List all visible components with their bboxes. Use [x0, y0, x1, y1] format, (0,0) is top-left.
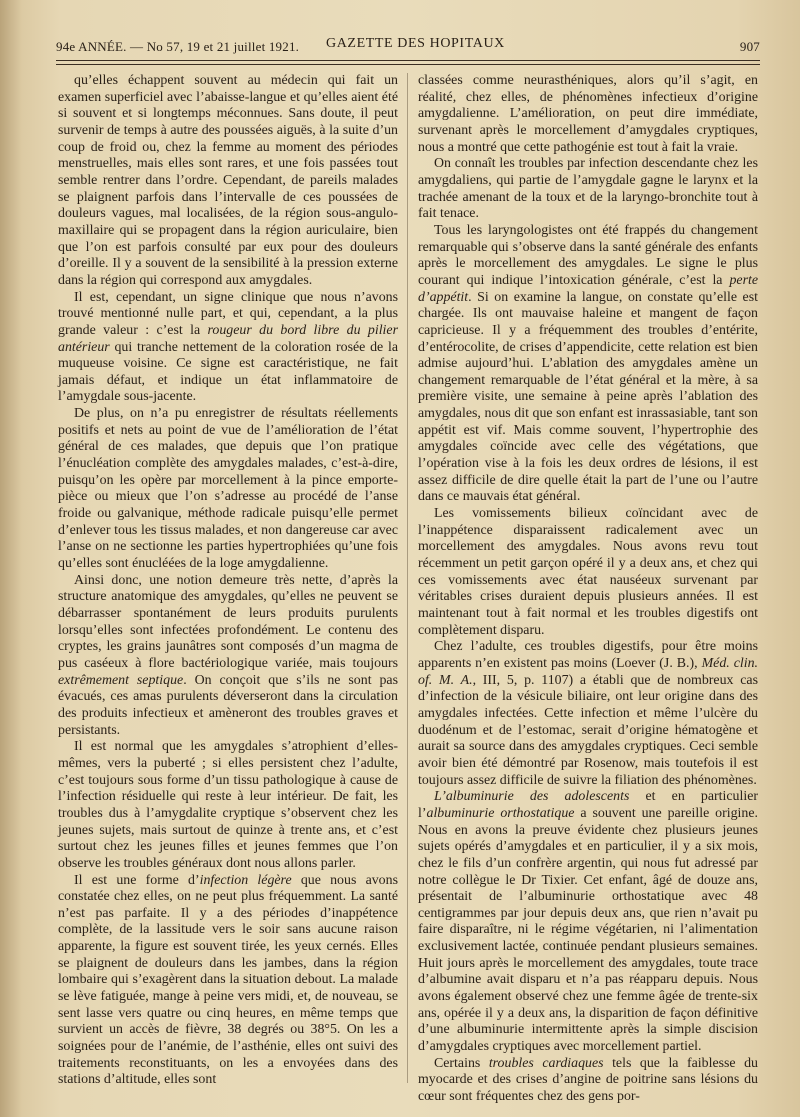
right-column [418, 73, 758, 1106]
text-run: classées comme neurasthéniques, alors qu’il s’agit, en réalité, chez elles, de phénomènes infectieux d’origine amygdalienne. L’amélioration, on peut dire immédiate, survenant après le morcellement d’amygdales cryptiques, nous a montré que cette pathogénie est tout à fait la vraie. [418, 73, 758, 155]
italic-phrase: Méd. clin. of. M. A. [418, 655, 758, 688]
text-run: . Si on examine la langue, on constate qu’elle est chargée. Ils ont mauvaise haleine et mangent de façon capricieuse. Il y a fréquemment des troubles d’entérite, d’entérocolite, de crises d’appendicite, cette relation est bien admise aujourd’hui. L’ablation des amygdales amène un changement remarquable de l’état général et la mère, à sa première visite, une semaine à peine après l’ablation des amygdales, nous dit que son enfant est inrassasiable, tant son appétit est vif. Mais comme souvent, l’hypertrophie des amygdales coïncide avec celle des végétations, que l’opération vise à la fois les deux ordres de lésions, il est assez difficile de dire quelle était la part de l’une ou l’autre dans ce mauvais état général. [418, 289, 758, 505]
paragraph [58, 739, 398, 872]
text-run: qui tranche nettement de la coloration rosée de la muqueuse voisine. Ce signe est caractéristique, ne fait jamais défaut, et indique un état inflammatoire de l’amygdale sous-jacente. [58, 339, 398, 405]
text-run: et en particulier l’ [418, 789, 758, 821]
issue-line: 94e ANNÉE. — No 57, 19 et 21 juillet 1921. [56, 39, 300, 54]
paragraph [418, 506, 758, 639]
paragraph [418, 1056, 758, 1106]
text-run: qu’elles échappent souvent au médecin qui fait un examen superficiel avec l’abaisse-langue et qu’elles aient été si souvent et si longtemps méconnues. Sans doute, il peut survenir de temps à autre des poussées aiguës, à la suite d’un coup de froid ou, chez la femme au moment des périodes menstruelles, mais elles sont rares, et une fois passées tout semble rentrer dans l’ordre. Cependant, de pareils malades se plaignent parfois dans l’intervalle de ces poussées de douleurs vagues, mal localisées, de la région sous-angulo-maxillaire qui se propagent dans la région auriculaire, bien que l’on est parfois consulté par eux pour des douleurs d’oreille. Il y a souvent de la sensibilité à la pression externe dans la région qui correspond aux amygdales. [58, 73, 398, 288]
text-run: . On conçoit que s’ils ne sont pas évacués, ces amas purulents déverseront dans la circulation des produits infectieux et amèneront des troubles graves et persistants. [58, 672, 398, 738]
paragraph [418, 73, 758, 156]
italic-phrase: albuminurie orthostatique [426, 805, 575, 821]
page-number: 907 [739, 39, 760, 54]
text-run: , III, 5, p. 1107) a établi que de nombreux cas d’infection de la vésicule biliaire, ont leur origine dans des amygdales infectées. Cette infection et même l’ulcère du duodénum et de l’estomac, serait d’origine hématogène et aurait sa source dans des amygdales cryptiques. Ceci semble avoir bien été démontré par Rosenow, mais toutefois il est toujours assez difficile de suivre la filiation des phénomènes. [418, 672, 758, 788]
running-header [56, 34, 760, 58]
text-run: De plus, on n’a pu enregistrer de résultats réellements positifs et nets au point de vue de l’amélioration de l’état général de ces malades, que depuis que l’on pratique l’énucléation complète des amygdales malades, c’est-à-dire, puisqu’on les opère par morcellement à la pince emporte-pièce ou mieux que l’on s’adresse au procédé de l’anse froide ou galvanique, méthode radicale puisqu’elle permet d’enlever tous les tissus malades, et non dangereuse car avec l’anse on ne sectionne les parties hypertrophiées qu’une fois qu’elles sont énucléées de la loge amygdalienne. [58, 406, 398, 572]
left-column [58, 73, 398, 1089]
italic-phrase: perte d’appétit [418, 272, 758, 305]
italic-phrase: infection légère [199, 872, 292, 888]
text-run: a souvent une pareille origine. Nous en avons la preuve évidente chez plusieurs jeunes sujets opérés d’amygdales et en particulier, il y a six mois, chez le fils d’un confrère argentin, qui nous fut adressé par notre collègue le Dr Tixier. Cet enfant, âgé de douze ans, présentait de l’albuminurie orthostatique avec 48 centigrammes par jour depuis deux ans, que rien n’avait pu faire disparaître, ni le régime végétarien, ni l’alimentation exclusivement lactée, continuée pendant plusieurs semaines. Huit jours après le morcellement des amygdales, toute trace d’albumine avait disparu et n’a pas réapparu depuis. Nous avons également observé chez une femme âgée de trente-six ans, opérée il y a deux ans, la disparition de façon définitive d’une albuminurie intermittente après la simple discision d’amygdales cryptiques avec morcellement partiel. [418, 805, 759, 1055]
paragraph [58, 406, 398, 573]
text-run: Il est une forme d’ [74, 872, 200, 888]
paragraph [418, 223, 758, 506]
text-run: que nous avons constatée chez elles, on ne peut plus fréquemment. La santé n’est pas parfaite. Il y a des périodes d’inappétence complète, de la lassitude vers le soir sans aucune raison apparente, la figure est souvent tirée, les yeux cernés. Elles se plaignent de douleurs dans les jambes, dans la région lombaire qui s’exagèrent dans la situation debout. La malade se lève fatiguée, mange à peine vers midi, et, de nouveau, se sent lasse vers quatre ou cinq heures, en même temps que survient un accès de fièvre, 38 degrés ou 38°5. On les a soignées pour de l’anémie, de l’asthénie, elles ont suivi des traitements reconstituants, on les a envoyées dans des stations d’altitude, elles sont [58, 872, 398, 1088]
text-run: Certains [434, 1055, 489, 1071]
italic-phrase: L’albuminurie des adolescents [434, 789, 630, 805]
column-divider [407, 73, 408, 1083]
italic-phrase: extrêmement septique [58, 672, 184, 688]
text-run: Il est, cependant, un signe clinique que nous n’avons trouvé mentionné nulle part, et qui, cependant, a la plus grande valeur : c’est la [58, 289, 398, 338]
paragraph [418, 789, 758, 1056]
text-run: tels que la faiblesse du myocarde et des crises d’angine de poitrine sans lésions du cœur sont fréquentes chez des gens por- [418, 1055, 758, 1105]
text-run: Tous les laryngologistes ont été frappés du changement remarquable qui s’observe dans la santé générale des enfants après le morcellement des amygdales. Le signe le plus courant qui indique l’intoxication générale, c’est la [418, 222, 758, 288]
header-rule [56, 60, 760, 61]
italic-phrase: rougeur du bord libre du pilier antérieur [58, 322, 398, 355]
text-run: On connaît les troubles par infection descendante chez les amygdaliens, qui partie de l’amygdale gagne le larynx et la trachée amenant de la toux et de la laryngo-bronchite tout à fait tenace. [418, 156, 758, 222]
text-run: Il est normal que les amygdales s’atrophient d’elles-mêmes, vers la puberté ; si elles persistent chez l’adulte, c’est toujours sous forme d’un tissu pathologique à cause de l’infection résiduelle qui reste à leur intérieur. De fait, les troubles dus à l’amygdalite cryptique s’observent chez les jeunes sujets, mais surtout de quinze à trente ans, et c’est surtout chez les jeunes filles et jeunes femmes que l’on observe les troubles généraux dont nous allons parler. [58, 739, 398, 871]
italic-phrase: troubles cardiaques [488, 1055, 604, 1071]
paragraph [58, 290, 398, 407]
paragraph [58, 573, 398, 740]
paragraph [58, 73, 398, 290]
text-run: Les vomissements bilieux coïncidant avec de l’inappétence disparaissent radicalement avec un morcellement des amygdales. Nous avons revu tout récemment un petit garçon opéré il y a deux ans, et chez qui ces vomissements avec état nauséeux survenant par véritables crises duraient depuis plusieurs années. Il est maintenant tout à fait normal et les troubles digestifs ont complètement disparu. [418, 506, 758, 638]
journal-title: GAZETTE DES HOPITAUX [326, 36, 505, 51]
paragraph [418, 156, 758, 223]
paragraph [58, 873, 398, 1090]
paragraph [418, 639, 758, 789]
header-rule-double [56, 64, 760, 65]
text-run: Ainsi donc, une notion demeure très nette, d’après la structure anatomique des amygdales, qu’elles ne peuvent se débarrasser spontanément de leurs produits purulents lorsqu’elles sont infectées profondément. Le contenu des cryptes, les grains jaunâtres sont composés d’un magma de pus caséeux à flore bactériologique variée, mais toujours [58, 572, 398, 671]
text-run: Chez l’adulte, ces troubles digestifs, pour être moins apparents n’en existent pas moins (Loever (J. B.), [418, 639, 758, 671]
